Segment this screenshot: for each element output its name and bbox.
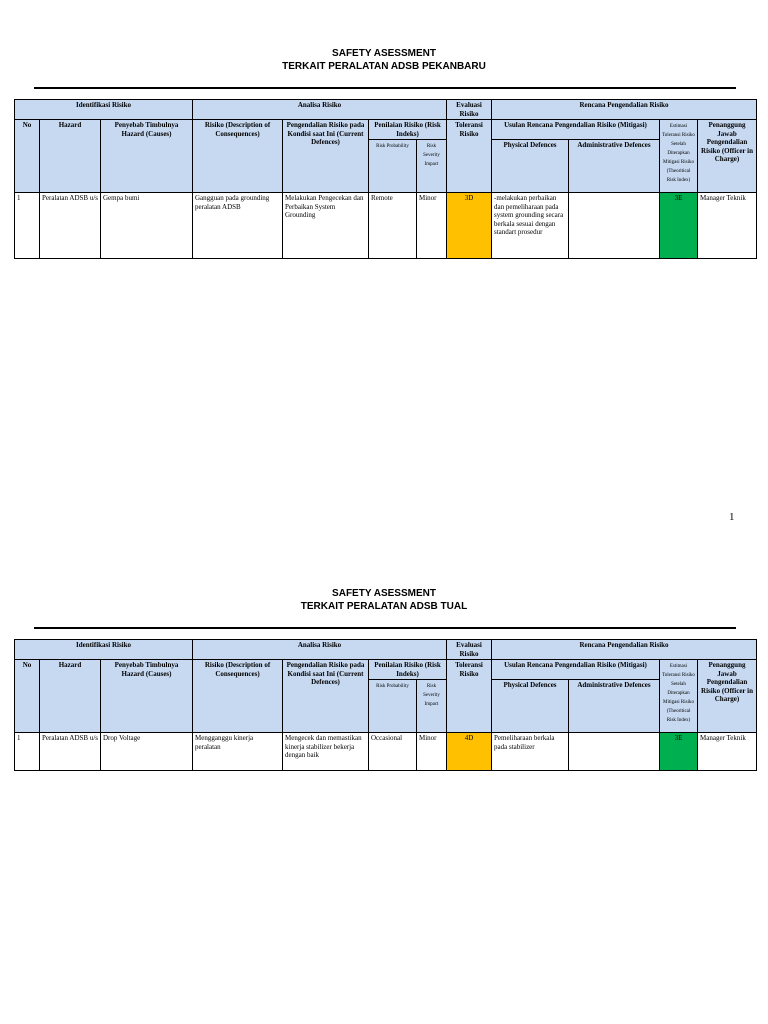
cell-toleransi: 4D	[447, 733, 492, 771]
header-penilaian: Penilaian Risiko (Risk Indeks)	[369, 660, 447, 680]
document-subtitle: TERKAIT PERALATAN ADSB PEKANBARU	[282, 61, 486, 72]
header-risk-probability: Risk Probability	[369, 680, 417, 733]
title-rule	[34, 627, 736, 629]
header-identifikasi: Identifikasi Risiko	[15, 100, 193, 120]
table-row	[15, 193, 757, 259]
header-hazard: Hazard	[40, 660, 101, 733]
cell-hazard: Peralatan ADSB u/s	[40, 733, 101, 771]
header-usulan: Usulan Rencana Pengendalian Risiko (Mitigasi)	[492, 120, 660, 140]
document-subtitle: TERKAIT PERALATAN ADSB TUAL	[300, 601, 468, 612]
header-penyebab: Penyebab Timbulnya Hazard (Causes)	[101, 660, 193, 733]
cell-risiko: Mengganggu kinerja peralatan	[193, 733, 283, 771]
header-risk-severity: Risk Severity Impact	[417, 680, 447, 733]
page-number: 1	[729, 511, 735, 523]
header-risk-severity: Risk Severity Impact	[417, 140, 447, 193]
header-evaluasi: Evaluasi Risiko	[447, 640, 492, 660]
header-physical: Physical Defences	[492, 140, 569, 193]
header-penanggung: Penanggung Jawab Pengendalian Risiko (Officer in Charge)	[698, 120, 757, 193]
header-penilaian: Penilaian Risiko (Risk Indeks)	[369, 120, 447, 140]
safety-assessment-table	[14, 99, 757, 259]
cell-severity: Minor	[417, 733, 447, 771]
cell-risiko: Gangguan pada grounding peralatan ADSB	[193, 193, 283, 259]
cell-toleransi: 3D	[447, 193, 492, 259]
header-analisa: Analisa Risiko	[193, 100, 447, 120]
cell-officer: Manager Teknik	[698, 733, 757, 771]
header-analisa: Analisa Risiko	[193, 640, 447, 660]
header-pengendalian-kini: Pengendalian Risiko pada Kondisi saat Ini (Current Defences)	[283, 120, 369, 193]
cell-no: 1	[15, 733, 40, 771]
header-rencana: Rencana Pengendalian Risiko	[492, 100, 757, 120]
cell-physical: -melakukan perbaikan dan pemeliharaan pada system grounding secara berkala sesuai dengan standart prosedur	[492, 193, 569, 259]
cell-pengendalian: Melakukan Pengecekan dan Perbaikan System Grounding	[283, 193, 369, 259]
header-physical: Physical Defences	[492, 680, 569, 733]
header-no: No	[15, 660, 40, 733]
header-risiko: Risiko (Description of Consequences)	[193, 120, 283, 193]
header-risiko: Risiko (Description of Consequences)	[193, 660, 283, 733]
document-title: SAFETY ASESSMENT	[332, 48, 436, 59]
cell-probability: Occasional	[369, 733, 417, 771]
header-administrative: Administrative Defences	[569, 140, 660, 193]
header-penyebab: Penyebab Timbulnya Hazard (Causes)	[101, 120, 193, 193]
cell-hazard: Peralatan ADSB u/s	[40, 193, 101, 259]
header-estimasi: Estimasi Toleransi Risiko Setelah Diterapkan Mitigasi Risiko (Theoritical Risk Index)	[660, 660, 698, 733]
header-pengendalian-kini: Pengendalian Risiko pada Kondisi saat Ini (Current Defences)	[283, 660, 369, 733]
cell-probability: Remote	[369, 193, 417, 259]
safety-assessment-table	[14, 639, 757, 771]
header-no: No	[15, 120, 40, 193]
header-rencana: Rencana Pengendalian Risiko	[492, 640, 757, 660]
header-toleransi: Toleransi Risiko	[447, 120, 492, 193]
header-usulan: Usulan Rencana Pengendalian Risiko (Mitigasi)	[492, 660, 660, 680]
page-2	[0, 540, 768, 1024]
document-title: SAFETY ASESSMENT	[332, 588, 436, 599]
cell-pengendalian: Mengecek dan memastikan kinerja stabilizer bekerja dengan baik	[283, 733, 369, 771]
cell-penyebab: Gempa bumi	[101, 193, 193, 259]
header-identifikasi: Identifikasi Risiko	[15, 640, 193, 660]
cell-physical: Pemeliharaan berkala pada stabilizer	[492, 733, 569, 771]
header-estimasi: Estimasi Toleransi Risiko Setelah Diterapkan Mitigasi Risiko (Theoritical Risk Index)	[660, 120, 698, 193]
cell-penyebab: Drop Voltage	[101, 733, 193, 771]
cell-administrative	[569, 193, 660, 259]
header-risk-probability: Risk Probability	[369, 140, 417, 193]
table-row	[15, 733, 757, 771]
header-toleransi: Toleransi Risiko	[447, 660, 492, 733]
cell-estimasi: 3E	[660, 193, 698, 259]
title-rule	[34, 87, 736, 89]
cell-no: 1	[15, 193, 40, 259]
cell-severity: Minor	[417, 193, 447, 259]
cell-estimasi: 3E	[660, 733, 698, 771]
cell-officer: Manager Teknik	[698, 193, 757, 259]
header-evaluasi: Evaluasi Risiko	[447, 100, 492, 120]
header-administrative: Administrative Defences	[569, 680, 660, 733]
cell-administrative	[569, 733, 660, 771]
header-penanggung: Penanggung Jawab Pengendalian Risiko (Officer in Charge)	[698, 660, 757, 733]
header-hazard: Hazard	[40, 120, 101, 193]
